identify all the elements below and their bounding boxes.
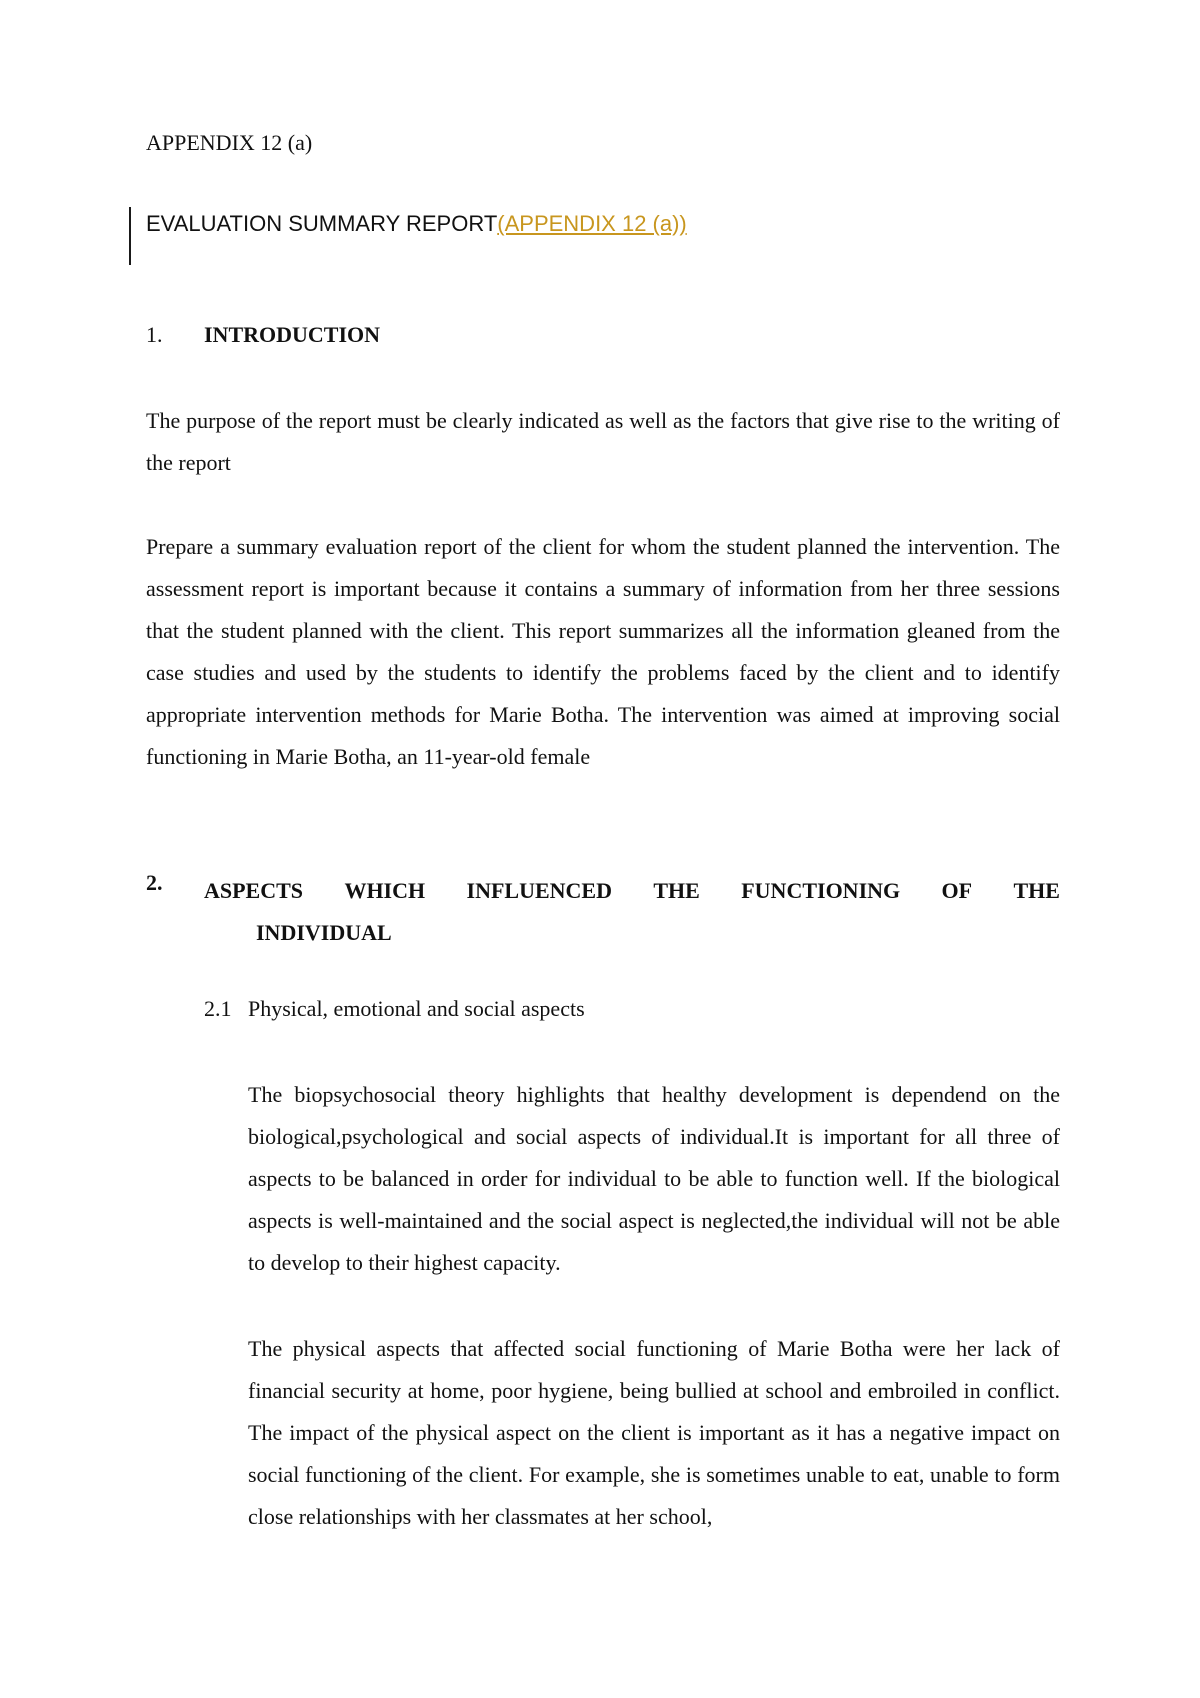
heading-word: FUNCTIONING bbox=[741, 878, 901, 903]
physical-aspects-paragraph: The physical aspects that affected social functioning of Marie Botha were her lack of financial security at home, poor hygiene, being bullied at school and embroiled in conflict. The impact of the physical aspect on the client is important as it has a negative impact on social functioning of the client. For example, she is sometimes unable to eat, unable to form close relationships with her classmates at her school, bbox=[248, 1336, 1060, 1529]
biopsychosocial-paragraph: The biopsychosocial theory highlights that healthy development is dependend on the biological,psychological and social aspects of individual.It is important for all three of aspects to be balanced in order for individual to be able to function well. If the biological aspects is well-maintained and the social aspect is neglected,the individual will not be able to develop to their highest capacity. bbox=[248, 1082, 1060, 1275]
appendix-label: APPENDIX 12 (a) bbox=[146, 130, 313, 155]
report-title-text: EVALUATION SUMMARY REPORT bbox=[146, 211, 498, 236]
tracked-insertion[interactable]: (APPENDIX 12 (a)) bbox=[497, 211, 687, 236]
report-title bbox=[146, 211, 687, 237]
heading-word: THE bbox=[653, 878, 700, 903]
section2-number: 2. bbox=[146, 870, 163, 895]
intro-paragraph-1: The purpose of the report must be clearly indicated as well as the factors that give rise to the writing of the report bbox=[146, 408, 1060, 475]
subsection-2-1-number: 2.1 bbox=[204, 996, 232, 1021]
heading-word: ASPECTS bbox=[204, 878, 304, 903]
heading-word: THE bbox=[1013, 878, 1060, 903]
section2-heading bbox=[204, 870, 1060, 954]
section2-heading-line1 bbox=[204, 870, 1060, 912]
intro-paragraph-2: Prepare a summary evaluation report of the client for whom the student planned the intervention. The assessment report is important because it contains a summary of information from her three sessions that the student planned with the client. This report summarizes all the information gleaned from the case studies and used by the students to identify the problems faced by the client and to identify appropriate intervention methods for Marie Botha. The intervention was aimed at improving social functioning in Marie Botha, an 11-year-old female bbox=[146, 534, 1060, 769]
heading-word: INFLUENCED bbox=[466, 878, 612, 903]
heading-word: WHICH bbox=[344, 878, 426, 903]
heading-word: OF bbox=[941, 878, 973, 903]
section1-heading: INTRODUCTION bbox=[204, 322, 381, 347]
revision-change-bar bbox=[129, 207, 131, 265]
section1-number: 1. bbox=[146, 322, 163, 347]
section2-heading-line2: INDIVIDUAL bbox=[256, 920, 392, 945]
subsection-2-1-heading: Physical, emotional and social aspects bbox=[248, 996, 585, 1021]
